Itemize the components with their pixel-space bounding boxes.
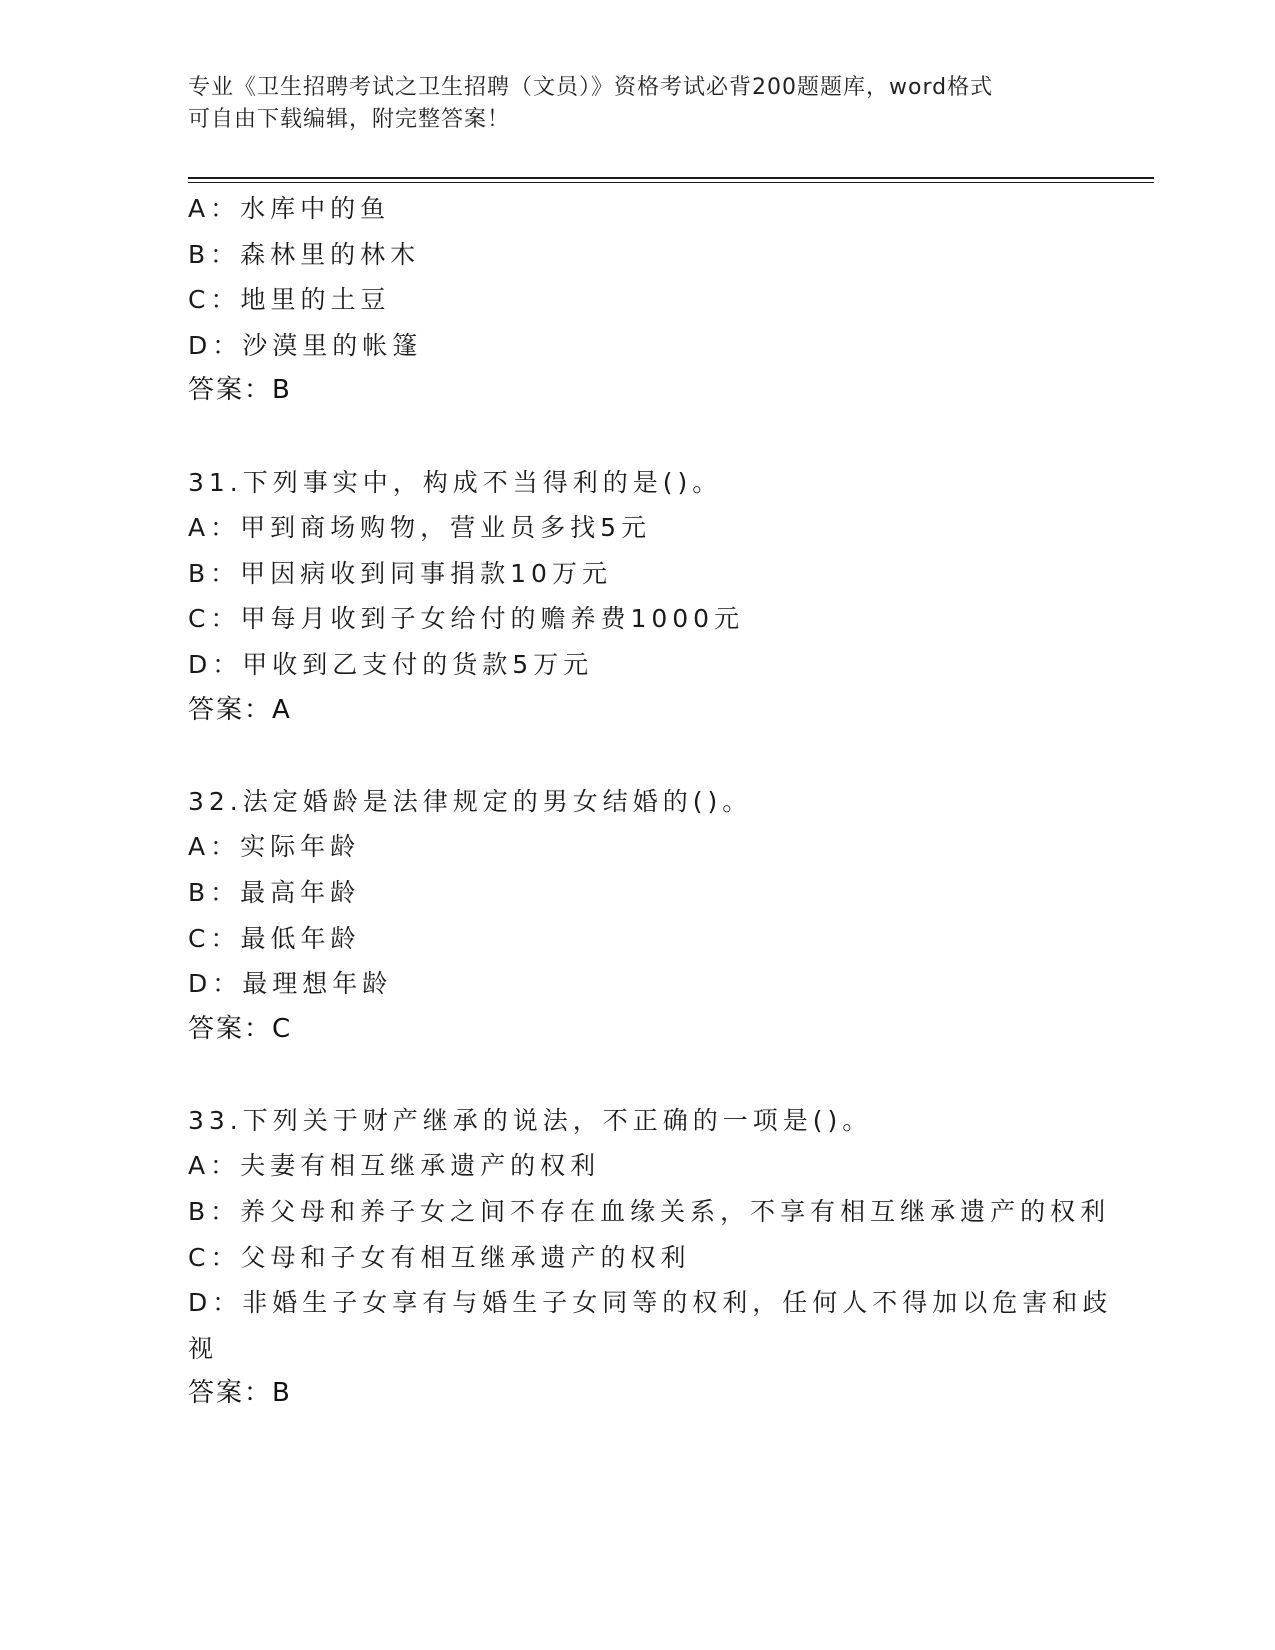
option-d: D：甲收到乙支付的货款5万元 bbox=[188, 649, 594, 679]
option-c: C：地里的土豆 bbox=[188, 285, 391, 315]
header-divider-thick bbox=[188, 177, 1154, 179]
answer-line: 答案：B bbox=[188, 1378, 292, 1409]
question-33 bbox=[188, 1098, 1113, 1417]
answer-line: 答案：A bbox=[188, 694, 292, 725]
option-b: B：森林里的林木 bbox=[188, 239, 421, 269]
question-fragment bbox=[188, 186, 1088, 414]
question-list bbox=[188, 186, 1113, 1417]
option-a: A：甲到商场购物，营业员多找5元 bbox=[188, 513, 652, 543]
option-c: C：父母和子女有相互继承遗产的权利 bbox=[188, 1242, 691, 1272]
option-a: A：夫妻有相互继承遗产的权利 bbox=[188, 1151, 601, 1181]
header-title-line-2: 可自由下载编辑，附完整答案！ bbox=[188, 107, 511, 132]
header-divider-thin bbox=[188, 182, 1154, 183]
option-b: B：最高年龄 bbox=[188, 877, 361, 907]
option-c: C：甲每月收到子女给付的赡养费1000元 bbox=[188, 604, 745, 634]
option-b: B：甲因病收到同事捐款10万元 bbox=[188, 558, 612, 588]
document-header bbox=[188, 72, 1088, 136]
question-32 bbox=[188, 779, 1088, 1053]
option-c: C：最低年龄 bbox=[188, 923, 361, 953]
question-31 bbox=[188, 460, 1088, 734]
option-d: D：非婚生子女享有与婚生子女同等的权利，任何人不得加以危害和歧 bbox=[188, 1288, 1113, 1318]
option-d: D：最理想年龄 bbox=[188, 969, 393, 999]
option-a: A：实际年龄 bbox=[188, 832, 361, 862]
option-a: A：水库中的鱼 bbox=[188, 194, 391, 223]
answer-line: 答案：B bbox=[188, 375, 292, 406]
option-d: D：沙漠里的帐篷 bbox=[188, 330, 423, 360]
answer-line: 答案：C bbox=[188, 1013, 293, 1044]
question-stem: 31.下列事实中，构成不当得利的是()。 bbox=[188, 467, 723, 497]
question-stem: 33.下列关于财产继承的说法，不正确的一项是()。 bbox=[188, 1105, 873, 1135]
header-title-line-1: 专业《卫生招聘考试之卫生招聘（文员）》资格考试必背200题题库，word格式 bbox=[188, 75, 994, 100]
option-d-continuation: 视 bbox=[188, 1333, 219, 1363]
question-stem: 32.法定婚龄是法律规定的男女结婚的()。 bbox=[188, 786, 753, 816]
option-b: B：养父母和养子女之间不存在血缘关系，不享有相互继承遗产的权利 bbox=[188, 1197, 1111, 1227]
